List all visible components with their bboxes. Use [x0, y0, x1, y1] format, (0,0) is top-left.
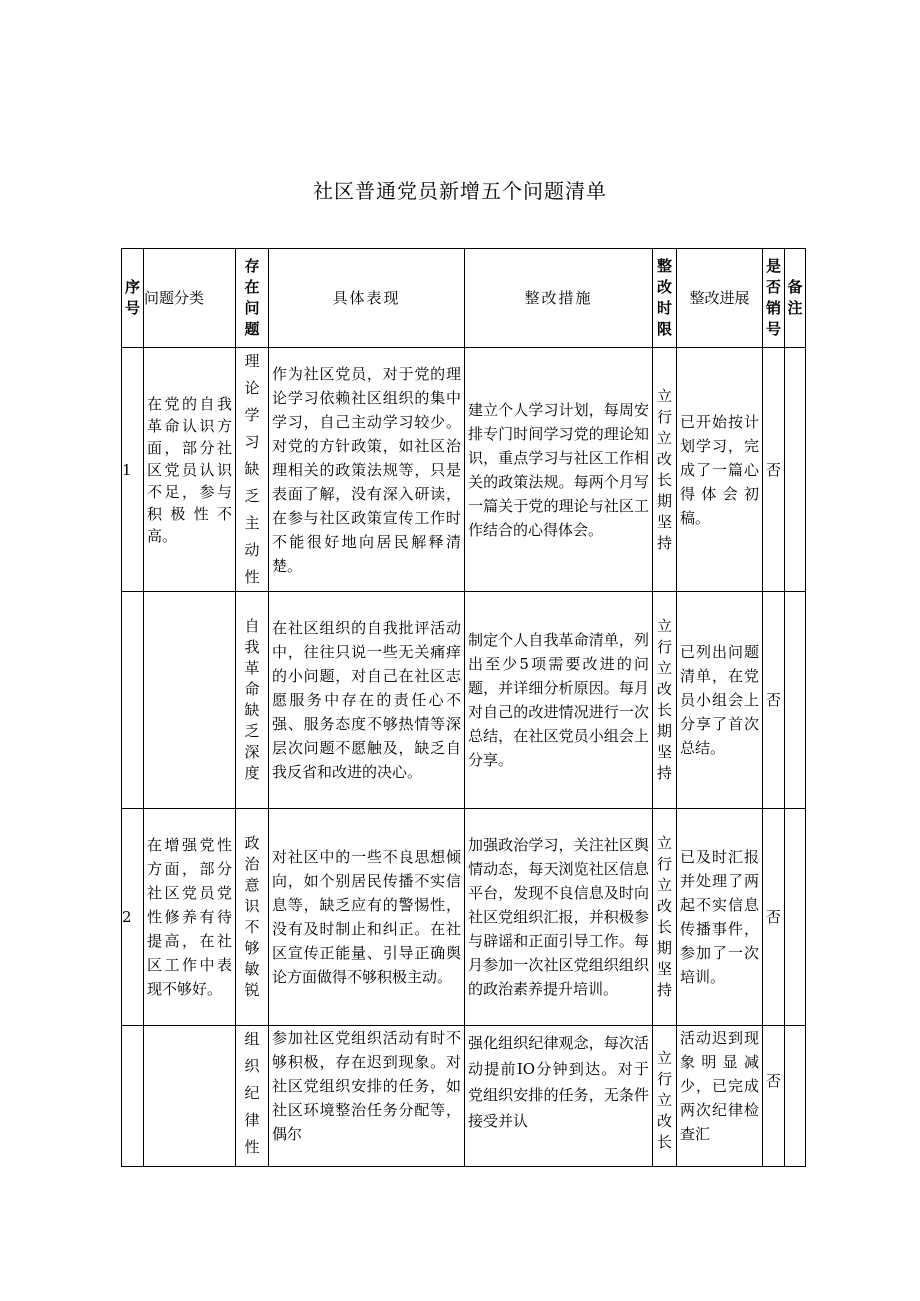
row-progress: 已列出问题清单，在党员小组会上分享了首次总结。 [677, 592, 763, 809]
row-category [144, 1026, 236, 1167]
table-row [122, 348, 806, 592]
header-seq: 序号 [122, 249, 144, 348]
row-measures: 加强政治学习，关注社区舆情动态，每天浏览社区信息平台，发现不良信息及时向社区党组织汇报，并积极参与辟谣和正面引导工作。每月参加一次社区党组织组织的政治素养提升培训。 [465, 809, 653, 1026]
header-deadline: 整改时限 [653, 249, 677, 348]
row-category: 在增强党性方面，部分社区党员党性修养有待提高，在社区工作中表现不够好。 [144, 809, 236, 1026]
problem-list-table [121, 248, 806, 1167]
row-problem: 自我革命缺乏深度 [236, 592, 269, 809]
row-deadline: 立行立改长期坚持 [653, 348, 677, 592]
row-measures: 强化组织纪律观念，每次活动提前IO分钟到达。对于党组织安排的任务，无条件接受并认 [465, 1026, 653, 1167]
header-problem: 存在问题 [236, 249, 269, 348]
page-title: 社区普通党员新增五个问题清单 [313, 179, 607, 203]
row-problem: 理论学习缺乏主动性 [236, 348, 269, 592]
header-remark: 备注 [785, 249, 806, 348]
row-seq: 1 [122, 348, 144, 592]
header-progress: 整改进展 [677, 249, 763, 348]
row-remark [785, 348, 806, 592]
row-manifestation: 对社区中的一些不良思想倾向，如个别居民传播不实信息等，缺乏应有的警惕性，没有及时制止和纠正。在社区宣传正能量、引导正确舆论方面做得不够积极主动。 [269, 809, 465, 1026]
header-measures: 整改措施 [465, 249, 653, 348]
row-remark [785, 1026, 806, 1167]
table-row [122, 809, 806, 1026]
header-manifestation: 具体表现 [269, 249, 465, 348]
row-problem: 组织纪律性 [236, 1026, 269, 1167]
row-problem: 政治意识不够敏锐 [236, 809, 269, 1026]
row-progress: 已及时汇报并处理了两起不实信息传播事件，参加了一次培训。 [677, 809, 763, 1026]
row-closed: 否 [763, 809, 785, 1026]
table-row [122, 592, 806, 809]
row-category: 在党的自我革命认识方面，部分社区党员认识不足，参与积极性不高。 [144, 348, 236, 592]
table-row [122, 1026, 806, 1167]
header-row [122, 249, 806, 348]
row-deadline: 立行立改长期坚持 [653, 592, 677, 809]
row-progress: 活动迟到现象明显减少，已完成两次纪律检查汇 [677, 1026, 763, 1167]
row-progress: 已开始按计划学习，完成了一篇心得体会初稿。 [677, 348, 763, 592]
row-closed: 否 [763, 348, 785, 592]
row-measures: 建立个人学习计划，每周安排专门时间学习党的理论知识，重点学习与社区工作相关的政策法规。每两个月写一篇关于党的理论与社区工作结合的心得体会。 [465, 348, 653, 592]
header-category: 问题分类 [144, 249, 236, 348]
row-remark [785, 592, 806, 809]
row-measures: 制定个人自我革命清单，列出至少5项需要改进的问题，并详细分析原因。每月对自己的改进情况进行一次总结，在社区党员小组会上分享。 [465, 592, 653, 809]
row-deadline: 立行立改长期坚持 [653, 809, 677, 1026]
row-seq [122, 1026, 144, 1167]
header-closed: 是否销号 [763, 249, 785, 348]
row-manifestation: 在社区组织的自我批评活动中，往往只说一些无关痛痒的小问题，对自己在社区志愿服务中存在的责任心不强、服务态度不够热情等深层次问题不愿触及，缺乏自我反省和改进的决心。 [269, 592, 465, 809]
row-category [144, 592, 236, 809]
row-seq [122, 592, 144, 809]
row-remark [785, 809, 806, 1026]
row-closed: 否 [763, 592, 785, 809]
row-seq: 2 [122, 809, 144, 1026]
row-manifestation: 参加社区党组织活动有时不够积极，存在迟到现象。对社区党组织安排的任务，如社区环境整治任务分配等，偶尔 [269, 1026, 465, 1167]
row-closed: 否 [763, 1026, 785, 1167]
row-deadline: 立行立改长 [653, 1026, 677, 1167]
row-manifestation: 作为社区党员，对于党的理论学习依赖社区组织的集中学习，自己主动学习较少。对党的方针政策，如社区治理相关的政策法规等，只是表面了解，没有深入研读，在参与社区政策宣传工作时不能很好地向居民解释清楚。 [269, 348, 465, 592]
